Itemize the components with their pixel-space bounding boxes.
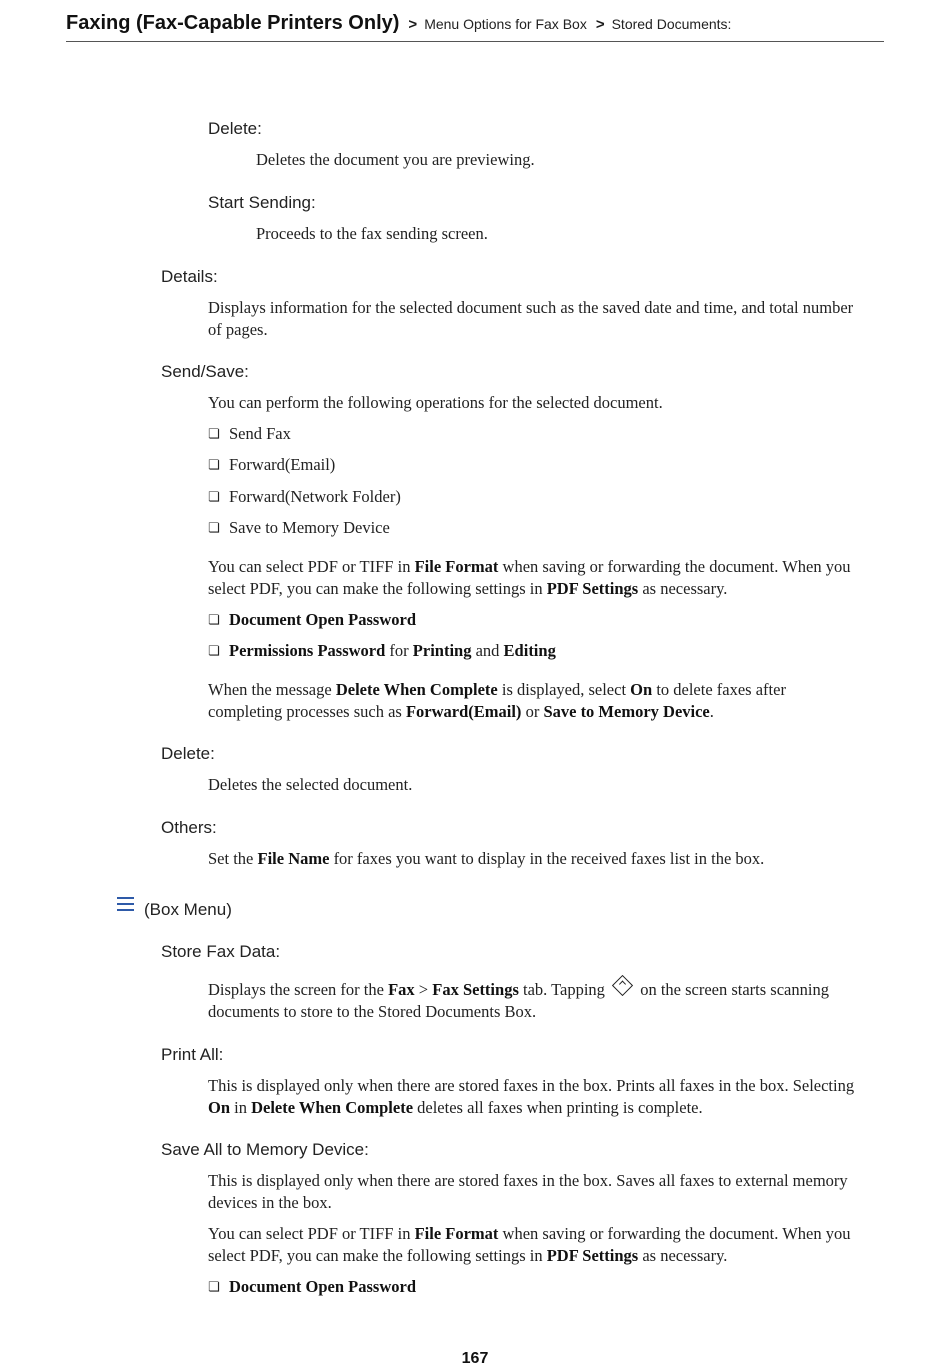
save-all-text: This is displayed only when there are stored faxes in the box. Saves all faxes to external memory devices in the box. — [208, 1171, 848, 1212]
list-item: ❏ Forward(Network Folder) — [208, 486, 401, 510]
store-fax-text: Displays the screen for the Fax > Fax Settings tab. Tapping on the screen starts scanning documents to store to the Stored Documents Box. — [208, 979, 876, 1023]
start-sending-text: Proceeds to the fax sending screen. — [256, 224, 488, 243]
list-item: ❏ Permissions Password for Printing and Editing — [208, 640, 556, 664]
checkbox-bullet-icon: ❏ — [208, 490, 220, 505]
delete-when-complete-text: When the message Delete When Complete is displayed, select On to delete faxes after completing processes such as Forward(Email) or Save to Memory Device. — [208, 680, 786, 721]
store-fax-heading: Store Fax Data: — [161, 942, 281, 961]
checkbox-bullet-icon: ❏ — [208, 644, 220, 659]
send-save-heading: Send/Save: — [161, 362, 249, 381]
breadcrumb-item: Menu Options for Fax Box — [424, 16, 587, 32]
list-item: ❏ Document Open Password — [208, 1276, 416, 1300]
chapter-title: Faxing (Fax-Capable Printers Only) — [66, 12, 400, 34]
delete-preview-text: Deletes the document you are previewing. — [256, 150, 535, 169]
others-text: Set the File Name for faxes you want to display in the received faxes list in the box. — [208, 849, 765, 868]
delete-selected-text: Deletes the selected document. — [208, 775, 413, 794]
page-header — [66, 12, 884, 42]
file-format-text: You can select PDF or TIFF in File Format when saving or forwarding the document. When you select PDF, you can make the following settings in PDF Settings as necessary. — [208, 557, 851, 598]
send-save-intro: You can perform the following operations for the selected document. — [208, 393, 663, 412]
checkbox-bullet-icon: ❏ — [208, 458, 220, 473]
list-item: ❏ Save to Memory Device — [208, 517, 390, 541]
list-item: ❏ Forward(Email) — [208, 454, 335, 478]
checkbox-bullet-icon: ❏ — [208, 1280, 220, 1295]
list-item: ❏ Send Fax — [208, 423, 291, 447]
details-heading: Details: — [161, 267, 218, 286]
details-text: Displays information for the selected document such as the saved date and time, and total number of pages. — [208, 298, 854, 339]
list-item: ❏ Document Open Password — [208, 609, 416, 633]
print-all-heading: Print All: — [161, 1045, 224, 1064]
save-all-heading: Save All to Memory Device: — [161, 1140, 369, 1159]
start-sending-heading: Start Sending: — [208, 193, 316, 212]
breadcrumb-separator: > — [408, 16, 418, 33]
start-diamond-icon — [612, 975, 633, 996]
delete-preview-heading: Delete: — [208, 119, 262, 138]
breadcrumb-separator: > — [595, 16, 605, 33]
checkbox-bullet-icon: ❏ — [208, 613, 220, 628]
checkbox-bullet-icon: ❏ — [208, 521, 220, 536]
file-format-text: You can select PDF or TIFF in File Format when saving or forwarding the document. When you select PDF, you can make the following settings in PDF Settings as necessary. — [208, 1224, 851, 1265]
delete-selected-heading: Delete: — [161, 744, 215, 763]
page-number: 167 — [461, 1350, 489, 1367]
checkbox-bullet-icon: ❏ — [208, 427, 220, 442]
breadcrumb-item: Stored Documents: — [611, 16, 732, 32]
others-heading: Others: — [161, 818, 217, 837]
menu-icon — [117, 897, 134, 911]
print-all-text: This is displayed only when there are stored faxes in the box. Prints all faxes in the box. Selecting On in Delete When Complete deletes all faxes when printing is complete. — [208, 1076, 855, 1117]
box-menu-label: (Box Menu) — [144, 900, 232, 919]
